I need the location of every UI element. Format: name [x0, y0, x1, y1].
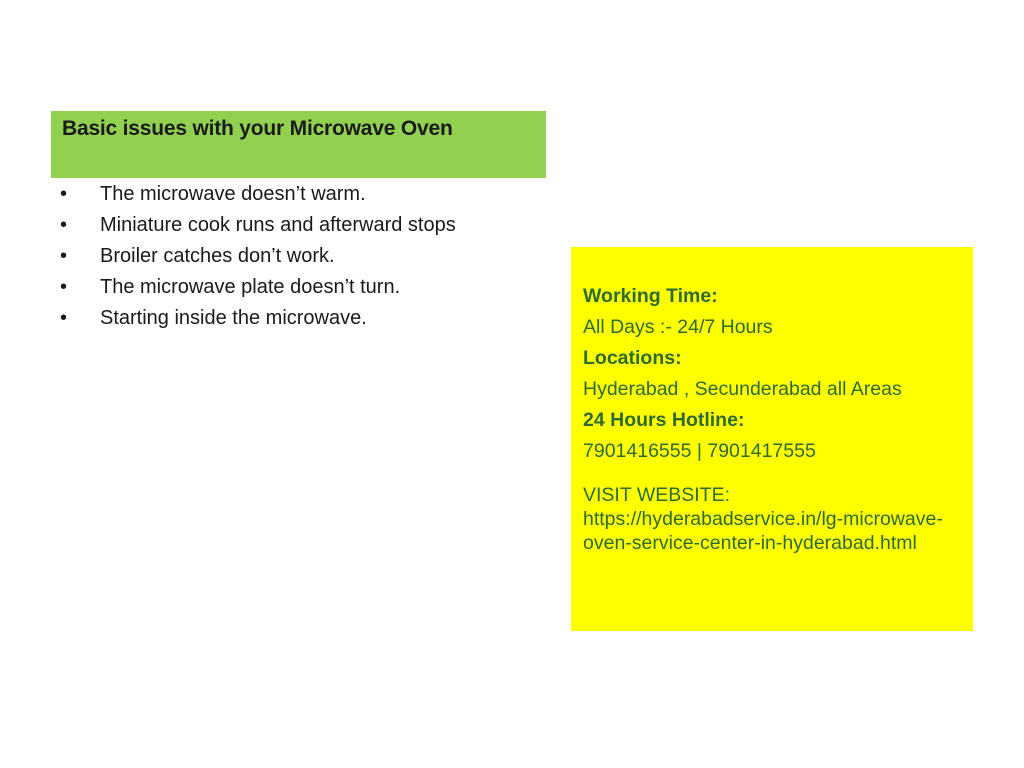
list-item-text: Starting inside the microwave.: [100, 307, 367, 329]
list-item: [51, 182, 491, 206]
locations-value: Hyderabad , Secunderabad all Areas: [583, 378, 902, 400]
issues-list: [51, 182, 491, 337]
issues-title: Basic issues with your Microwave Oven: [62, 117, 453, 140]
list-item-text: Broiler catches don’t work.: [100, 245, 335, 267]
list-item-text: The microwave plate doesn’t turn.: [100, 276, 401, 298]
hotline-label: 24 Hours Hotline:: [583, 409, 745, 431]
list-item-text: Miniature cook runs and afterward stops: [100, 214, 456, 236]
bullet-icon: •: [60, 214, 68, 236]
working-time-label: Working Time:: [583, 285, 718, 307]
working-time-value: All Days :- 24/7 Hours: [583, 316, 773, 338]
website-link[interactable]: https://hyderabadservice.in/lg-microwave-oven-service-center-in-hyderabad.html: [583, 508, 943, 554]
bullet-icon: •: [60, 183, 68, 205]
list-item: [51, 213, 491, 237]
hotline-value[interactable]: 7901416555 | 7901417555: [583, 440, 816, 462]
bullet-icon: •: [60, 276, 68, 298]
issues-header: [51, 111, 546, 178]
list-item-text: The microwave doesn’t warm.: [100, 183, 366, 205]
contact-info-box: [571, 247, 973, 631]
bullet-icon: •: [60, 307, 68, 329]
locations-label: Locations:: [583, 347, 682, 369]
list-item: [51, 306, 491, 330]
website-label: VISIT WEBSITE:: [583, 484, 731, 506]
bullet-icon: •: [60, 245, 68, 267]
website-block: [583, 483, 953, 555]
list-item: [51, 244, 491, 268]
list-item: [51, 275, 491, 299]
